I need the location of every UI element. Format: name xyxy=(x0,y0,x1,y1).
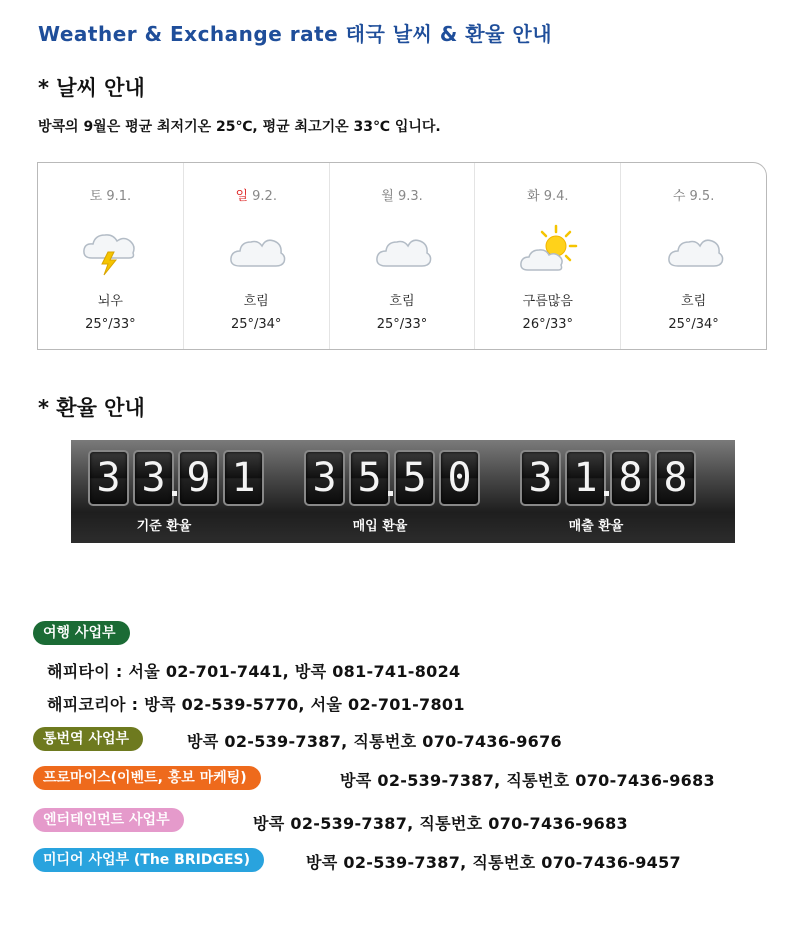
media-division-badge: 미디어 사업부 (The BRIDGES) xyxy=(33,848,264,872)
exchange-section-title: * 환율 안내 xyxy=(38,396,145,420)
promise-division-badge: 프로마이스(이벤트, 홍보 마케팅) xyxy=(33,766,261,790)
cloud-icon xyxy=(621,224,766,276)
cloud-icon xyxy=(184,224,329,276)
decimal-point xyxy=(172,491,177,496)
rate-digit: 9 xyxy=(178,450,219,506)
cloud-icon xyxy=(330,224,475,276)
forecast-condition: 구름많음 xyxy=(522,294,573,309)
forecast-day xyxy=(475,163,621,349)
exchange-rate-display xyxy=(88,450,264,506)
forecast-condition: 흐림 xyxy=(243,294,269,309)
forecast-weekday: 토 xyxy=(89,189,103,204)
forecast-weekday: 화 xyxy=(527,189,540,204)
weather-section-title: * 날씨 안내 xyxy=(38,76,145,100)
rate-digit: 0 xyxy=(439,450,480,506)
forecast-condition: 뇌우 xyxy=(97,294,123,309)
forecast-day-number: 9.5. xyxy=(689,189,715,204)
page-title: Weather & Exchange rate 태국 날씨 & 환율 안내 xyxy=(38,22,553,46)
entertainment-division-badge: 엔터테인먼트 사업부 xyxy=(33,808,184,832)
forecast-date xyxy=(184,185,329,204)
weather-note: 방콕의 9월은 평균 최저기온 25℃, 평균 최고기온 33℃ 입니다. xyxy=(38,119,441,135)
entertainment-contact: 방콕 02-539-7387, 직통번호 070-7436-9683 xyxy=(253,814,628,833)
rate-digit: 5 xyxy=(394,450,435,506)
forecast-temperatures: 25°/33° xyxy=(85,317,136,332)
promise-contact: 방콕 02-539-7387, 직통번호 070-7436-9683 xyxy=(340,771,715,790)
forecast-day-number: 9.2. xyxy=(252,189,277,204)
exchange-rate-display xyxy=(520,450,696,506)
rate-digit: 3 xyxy=(520,450,561,506)
decimal-point xyxy=(388,491,393,496)
exchange-rate-label: 기준 환율 xyxy=(136,519,192,534)
forecast-day-number: 9.4. xyxy=(543,189,569,204)
exchange-rate-board xyxy=(71,440,735,543)
forecast-condition: 흐림 xyxy=(389,294,415,309)
forecast-date xyxy=(621,185,766,204)
weather-forecast-panel xyxy=(37,162,767,350)
rate-digit: 1 xyxy=(565,450,606,506)
forecast-day-number: 9.1. xyxy=(106,189,132,204)
rate-digit: 3 xyxy=(304,450,345,506)
rate-digit: 8 xyxy=(655,450,696,506)
rate-digit: 1 xyxy=(223,450,264,506)
travel-contact-line-2: 해피코리아 : 방콕 02-539-5770, 서울 02-701-7801 xyxy=(47,695,465,714)
forecast-date xyxy=(38,185,183,204)
forecast-day-number: 9.3. xyxy=(397,189,423,204)
forecast-day xyxy=(38,163,184,349)
decimal-point xyxy=(604,491,609,496)
forecast-temperatures: 25°/34° xyxy=(668,317,719,332)
thunderstorm-icon xyxy=(38,224,183,276)
rate-digit: 3 xyxy=(133,450,174,506)
rate-digit: 8 xyxy=(610,450,651,506)
interpret-division-badge: 통번역 사업부 xyxy=(33,727,143,751)
forecast-weekday: 월 xyxy=(381,189,394,204)
rate-digit: 5 xyxy=(349,450,390,506)
media-contact: 방콕 02-539-7387, 직통번호 070-7436-9457 xyxy=(306,853,681,872)
forecast-weekday: 수 xyxy=(672,189,686,204)
travel-division-badge: 여행 사업부 xyxy=(33,621,130,645)
forecast-temperatures: 26°/33° xyxy=(522,317,574,332)
rate-digit: 3 xyxy=(88,450,129,506)
forecast-condition: 흐림 xyxy=(681,294,707,309)
interpret-contact: 방콕 02-539-7387, 직통번호 070-7436-9676 xyxy=(187,732,562,751)
forecast-day xyxy=(621,163,766,349)
sun-cloud-icon xyxy=(475,224,620,276)
forecast-weekday: 일 xyxy=(235,189,248,204)
forecast-date xyxy=(330,185,475,204)
forecast-day xyxy=(330,163,476,349)
exchange-rate-label: 매출 환율 xyxy=(568,519,624,534)
exchange-rate-label: 매입 환율 xyxy=(352,519,408,534)
forecast-temperatures: 25°/33° xyxy=(376,317,428,332)
forecast-day xyxy=(184,163,330,349)
forecast-temperatures: 25°/34° xyxy=(230,317,282,332)
exchange-rate-display xyxy=(304,450,480,506)
travel-contact-line-1: 해피타이 : 서울 02-701-7441, 방콕 081-741-8024 xyxy=(47,662,461,681)
forecast-date xyxy=(475,185,620,204)
